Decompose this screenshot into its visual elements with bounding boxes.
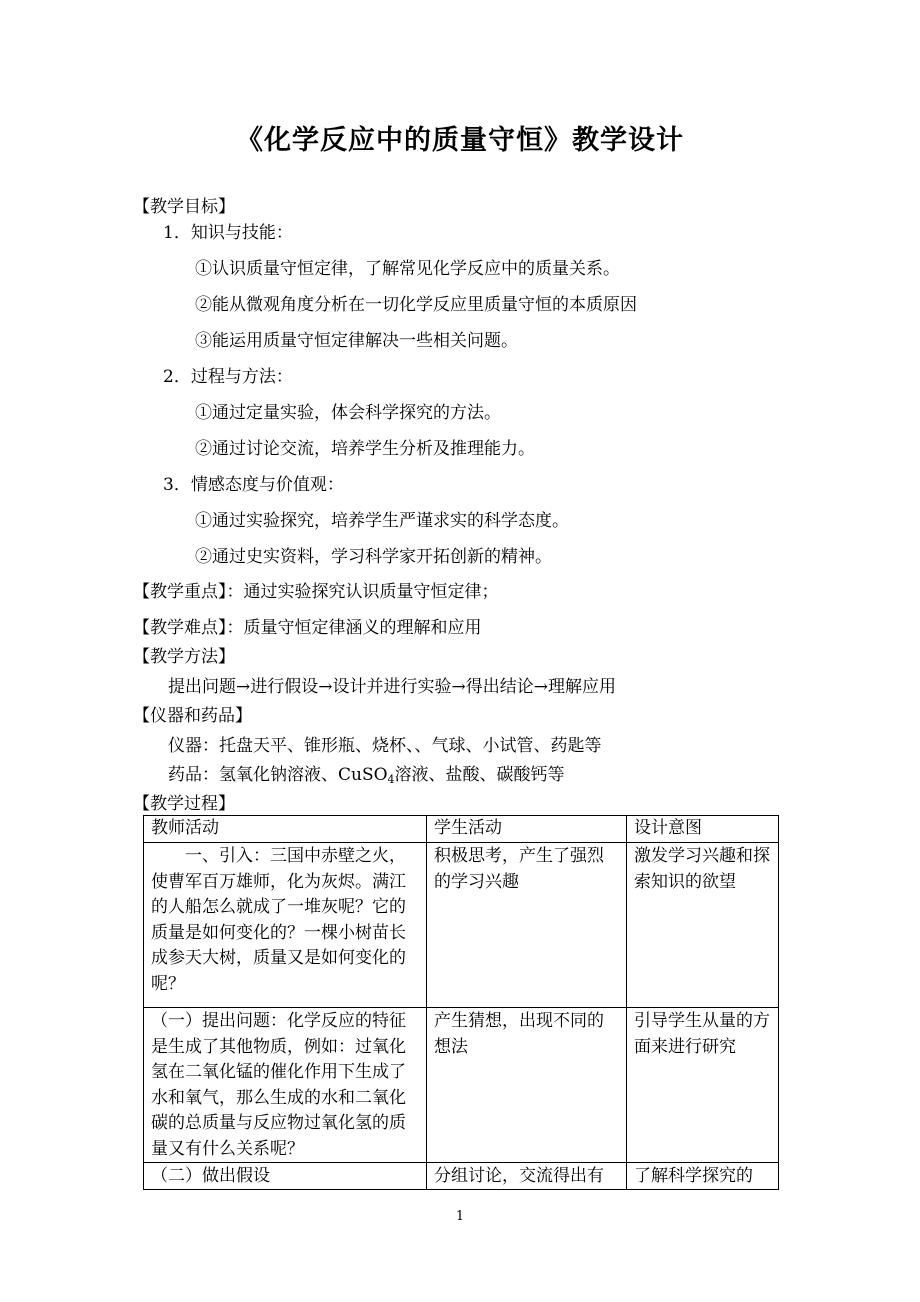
column-header-intent: 设计意图	[627, 816, 779, 843]
process-item-2: ②通过讨论交流，培养学生分析及推理能力。	[195, 439, 535, 459]
emotion-item-1: ①通过实验探究，培养学生严谨求实的科学态度。	[195, 511, 569, 531]
knowledge-label: 1．知识与技能：	[163, 223, 293, 243]
student-activity-cell: 积极思考，产生了强烈的学习兴趣	[427, 843, 627, 1008]
design-intent-cell: 了解科学探究的	[627, 1163, 779, 1190]
teacher-activity-cell: （一）提出问题：化学反应的特征是生成了其他物质，例如：过氧化氢在二氧化锰的催化作用下生成了水和氧气，那么生成的水和二氧化碳的总质量与反应物过氧化氢的质量又有什么关系呢？	[144, 1008, 427, 1163]
goals-heading: 【教学目标】	[133, 197, 235, 217]
document-title: 《化学反应中的质量守恒》教学设计	[236, 125, 684, 156]
instruments-text: 仪器：托盘天平、锥形瓶、烧杯、、气球、小试管、药匙等	[168, 736, 602, 756]
student-activity-cell: 分组讨论，交流得出有	[427, 1163, 627, 1190]
difficulty	[133, 617, 482, 639]
page-number: 1	[455, 1209, 465, 1224]
emotion-item-2: ②通过史实资料，学习科学家开拓创新的精神。	[195, 547, 552, 567]
reagents-post: 溶液、盐酸、碳酸钙等	[394, 765, 565, 785]
teacher-activity-cell: 一、引入：三国中赤壁之火，使曹军百万雄师，化为灰烬。满江的人船怎么就成了一堆灰呢？它的质量是如何变化的？一棵小树苗长成参天大树，质量又是如何变化的呢？	[144, 843, 427, 1008]
table-header-row	[144, 816, 779, 843]
design-intent-cell: 引导学生从量的方面来进行研究	[627, 1008, 779, 1163]
emotion-label: 3．情感态度与价值观：	[163, 475, 344, 495]
key-point-heading: 【教学重点】	[133, 582, 227, 602]
procedure-table	[143, 815, 779, 1190]
process-item-1: ①通过定量实验，体会科学探究的方法。	[195, 403, 501, 423]
knowledge-item-2: ②能从微观角度分析在一切化学反应里质量守恒的本质原因	[195, 295, 637, 315]
table-row	[144, 843, 779, 1008]
reagents-text	[168, 764, 565, 791]
process-label: 2．过程与方法：	[163, 367, 293, 387]
key-point-text: ：通过实验探究认识质量守恒定律；	[226, 582, 499, 602]
knowledge-item-3: ③能运用质量守恒定律解决一些相关问题。	[195, 331, 518, 351]
column-header-student: 学生活动	[427, 816, 627, 843]
student-activity-cell: 产生猜想，出现不同的想法	[427, 1008, 627, 1163]
table-row	[144, 1163, 779, 1190]
key-point	[133, 581, 499, 603]
materials-heading: 【仪器和药品】	[133, 706, 252, 726]
difficulty-heading: 【教学难点】	[133, 618, 227, 638]
reagents-subscript: 4	[387, 773, 395, 786]
teacher-activity-cell: （二）做出假设	[144, 1163, 427, 1190]
knowledge-item-1: ①认识质量守恒定律，了解常见化学反应中的质量关系。	[195, 259, 620, 279]
method-text: 提出问题→进行假设→设计并进行实验→得出结论→理解应用	[168, 677, 616, 697]
difficulty-text: ：质量守恒定律涵义的理解和应用	[226, 618, 482, 638]
procedure-heading: 【教学过程】	[133, 794, 235, 814]
table-row	[144, 1008, 779, 1163]
column-header-teacher: 教师活动	[144, 816, 427, 843]
method-heading: 【教学方法】	[133, 647, 235, 667]
reagents-pre: 药品：氢氧化钠溶液、CuSO	[168, 765, 388, 785]
design-intent-cell: 激发学习兴趣和探索知识的欲望	[627, 843, 779, 1008]
